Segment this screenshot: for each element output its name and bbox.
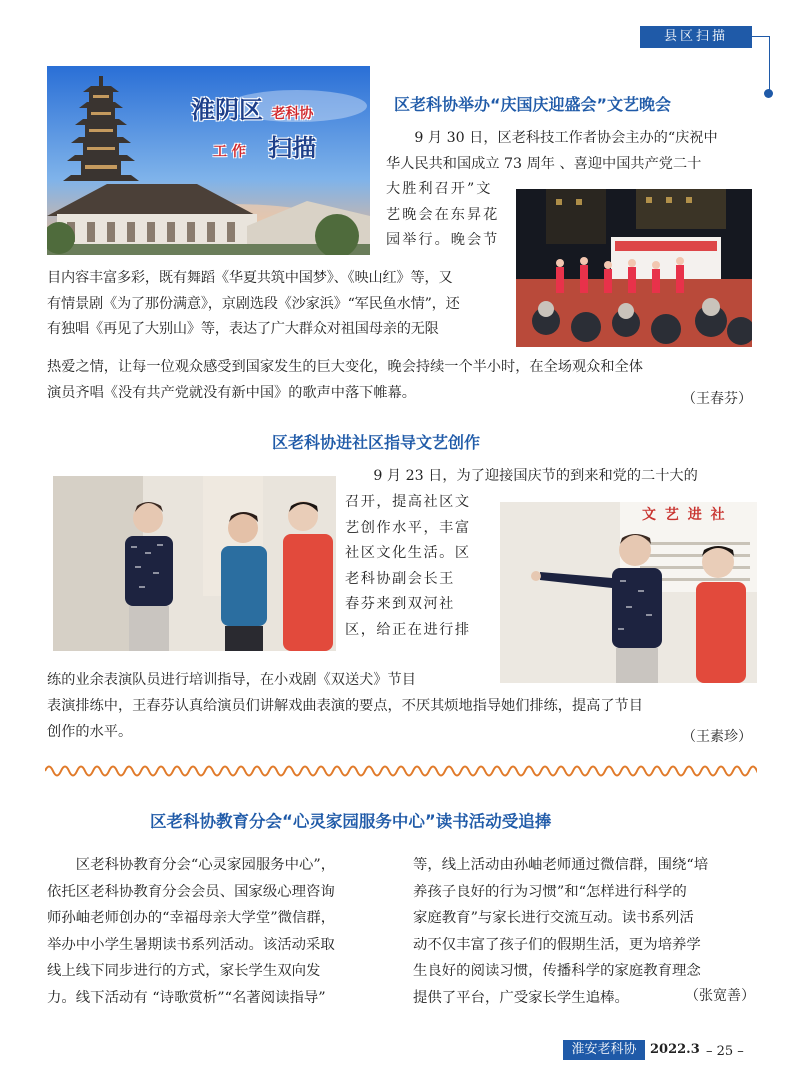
- article3-line: 举办中小学生暑期读书系列活动。该活动采取: [47, 936, 335, 953]
- banner-title-line2: [213, 128, 316, 163]
- article3-line: 生良好的阅读习惯，传播科学的家庭教育理念: [413, 963, 701, 979]
- article3-line: 师孙岫老师创办的“幸福母亲大学堂”微信群，: [47, 910, 336, 926]
- page-number: – 25 –: [706, 1044, 744, 1059]
- article2-line: 表演排练中，王春芬认真给演员们讲解戏曲表演的要点，不厌其烦地指导她们排练，提高了节目: [47, 698, 643, 714]
- article2-text-wide: [47, 668, 497, 694]
- article2-line: 社区文化生活。区: [345, 545, 471, 561]
- article1-line: 热爱之情，让每一位观众感受到国家发生的巨大变化，晚会持续一个半小时，在全场观众和全体: [47, 359, 643, 375]
- footer-issue: 2022.3: [650, 1042, 700, 1057]
- article1-text-full: [47, 355, 757, 406]
- banner-title-line1: [191, 90, 313, 125]
- article1-title: 区老科协举办“庆国庆迎盛会”文艺晚会: [394, 95, 672, 114]
- banner-line2-small: 工 作: [213, 144, 246, 160]
- banner-pagoda-photo: [47, 66, 370, 255]
- tag-vertical-line: [769, 36, 770, 90]
- article3-line: 等，线上活动由孙岫老师通过微信群，围绕“培: [413, 857, 709, 873]
- article2-photo-sign: 文 艺 进 社: [642, 507, 727, 523]
- banner-line1-small: 老科协: [271, 106, 314, 122]
- article2-author: （王素珍）: [682, 729, 752, 745]
- article3-title: 区老科协教育分会“心灵家园服务中心”读书活动受追捧: [150, 812, 552, 831]
- tag-connector-line: [752, 36, 770, 37]
- article2-text-narrow: [345, 490, 495, 643]
- banner-line2-big: 扫描: [268, 134, 317, 162]
- article2-rehearsal-photo-left: [53, 476, 336, 651]
- article1-text-narrow: [386, 177, 510, 254]
- article1-evening-performance-photo: [516, 189, 752, 347]
- article3-line: 线上线下同步进行的方式，家长学生双向发: [47, 963, 321, 979]
- article2-line: 召开，提高社区文: [345, 494, 471, 510]
- banner-line1-big: 淮阴区: [191, 96, 263, 124]
- article3-line: 力。线下活动有 “诗歌赏析”“名著阅读指导”: [47, 989, 326, 1006]
- footer-journal-name: 淮安老科协: [563, 1040, 645, 1060]
- article3-line: 提供了平台，广受家长学生追棒。: [413, 989, 629, 1006]
- article3-line: 养孩子良好的行为习惯”和“怎样进行科学的: [413, 883, 687, 900]
- article3-line: 动不仅丰富了孩子们的假期生活，更为培养学: [413, 936, 701, 953]
- article1-line: 9 月 30 日，区老科技工作者协会主办的“庆祝中: [414, 130, 718, 146]
- article2-line: 区，给正在进行排: [345, 621, 471, 638]
- article1-text-top: [386, 126, 758, 177]
- article3-col1: [47, 852, 397, 1011]
- section-tag: 县区扫描: [640, 26, 752, 48]
- article3-line: 依托区老科协教育分会会员、国家级心理咨询: [47, 883, 335, 900]
- article2-line: 创作的水平。: [47, 723, 133, 740]
- wave-divider: [45, 760, 757, 782]
- article2-line: 9 月 23 日，为了迎接国庆节的到来和党的二十大的: [373, 468, 698, 484]
- article1-text-mid: [47, 266, 515, 343]
- article1-line: 有独唱《再见了大别山》等，表达了广大群众对祖国母亲的无限: [47, 321, 439, 337]
- article1-line: 目内容丰富多彩，既有舞蹈《华夏共筑中国梦》、《映山红》等，又: [47, 270, 453, 286]
- article1-line: 华人民共和国成立 73 周年 、喜迎中国共产党二十: [386, 155, 702, 172]
- article1-line: 有情景剧《为了那份满意》，京剧选段《沙家浜》“军民鱼水情”，还: [47, 295, 460, 312]
- article3-author: （张宽善）: [685, 988, 755, 1004]
- article2-line: 练的业余表演队员进行培训指导，在小戏剧《双送犬》节目: [47, 672, 416, 688]
- article1-line: 大胜利召开”文: [386, 181, 493, 197]
- article3-line: 区老科协教育分会“心灵家园服务中心”，: [75, 857, 336, 873]
- article2-title: 区老科协进社区指导文艺创作: [272, 433, 481, 452]
- article3-line: 家庭教育”与家长进行交流互动。读书系列活: [413, 910, 694, 926]
- article2-text-top: [345, 464, 757, 490]
- article2-text-full: [47, 694, 757, 745]
- article1-author: （王春芬）: [682, 391, 752, 407]
- article2-line: 春芬来到双河社: [345, 596, 455, 612]
- article2-line: 老科协副会长王: [345, 570, 455, 587]
- article2-line: 艺创作水平，丰富: [345, 519, 471, 536]
- article1-line: 演员齐唱《没有共产党就没有新中国》的歌声中落下帷幕。: [47, 384, 416, 401]
- article2-rehearsal-photo-right: [500, 502, 757, 683]
- tag-dot: [764, 89, 773, 98]
- article1-line: 艺晚会在东昇花: [386, 206, 500, 223]
- article1-line: 园举行。晚会节: [386, 232, 500, 248]
